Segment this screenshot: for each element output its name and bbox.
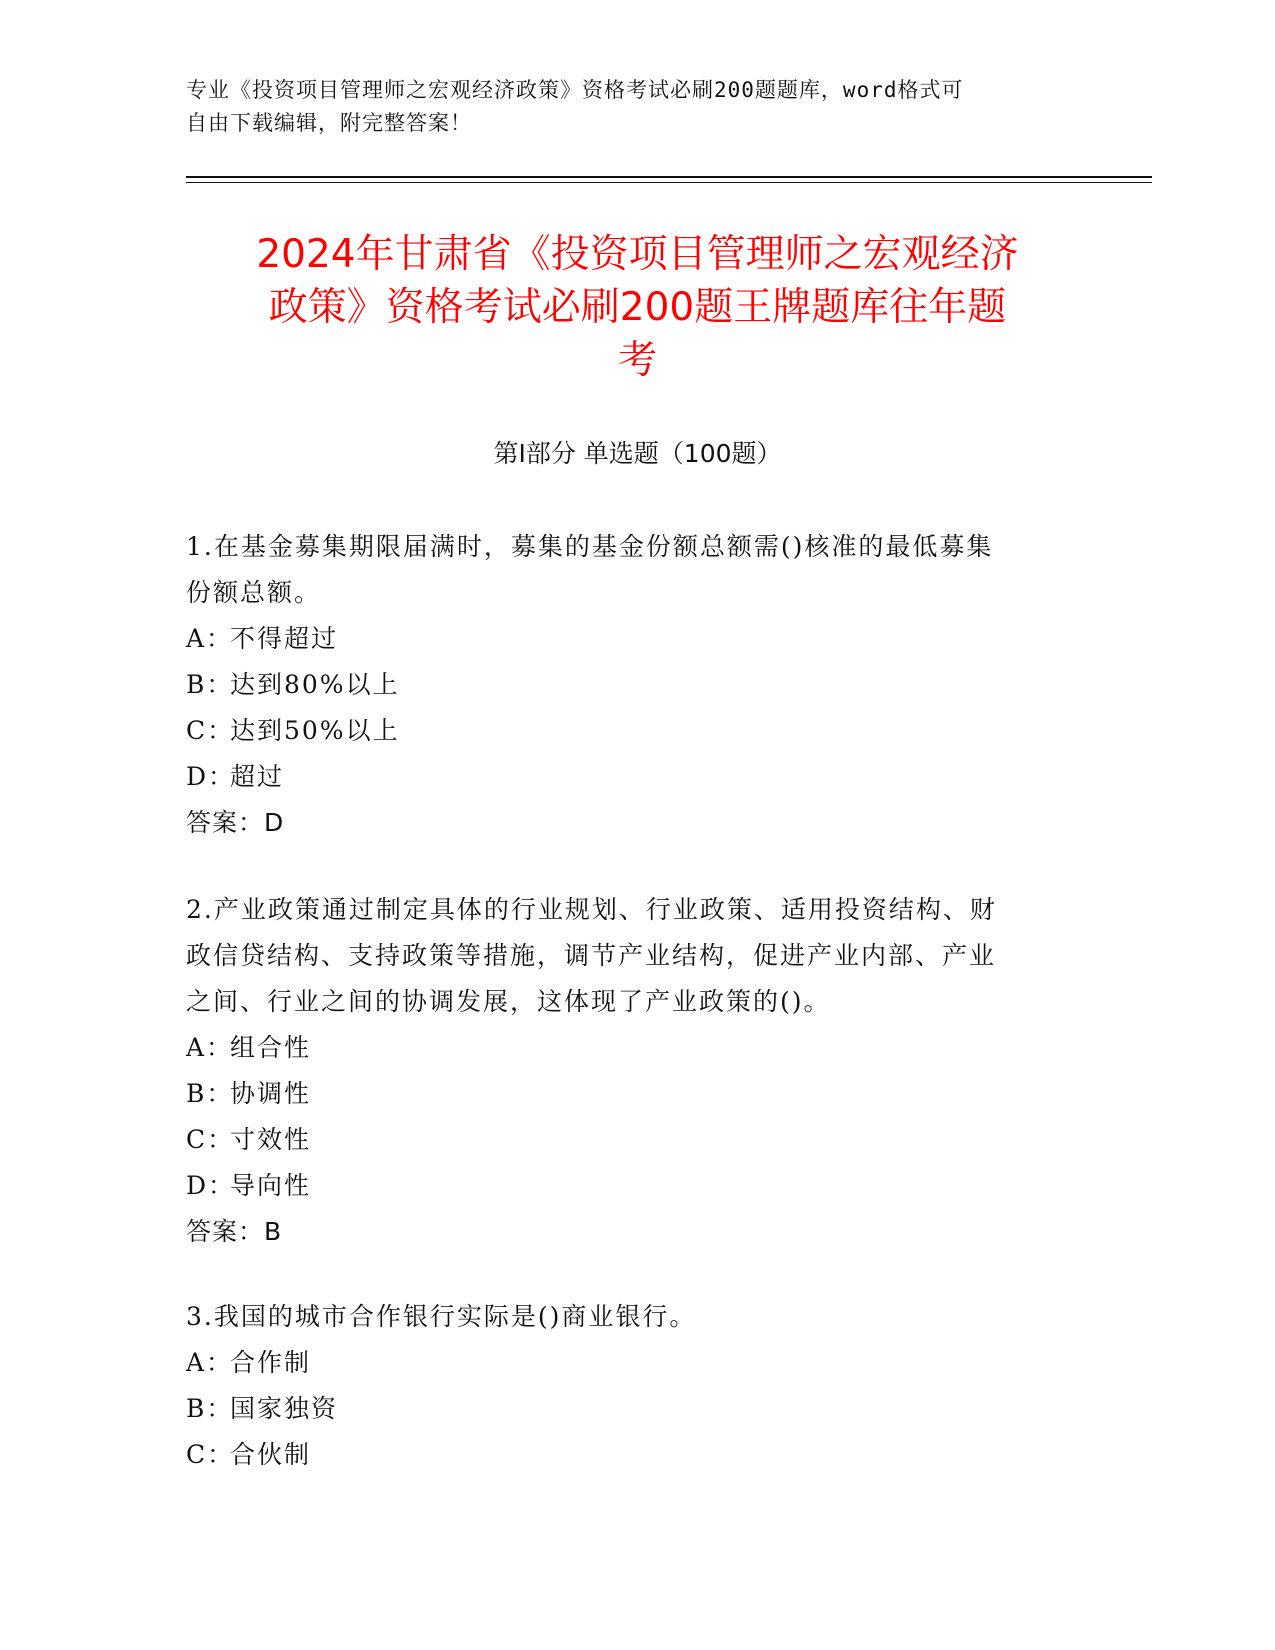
option-a: [186, 1025, 1066, 1071]
option-a: [186, 1340, 1066, 1386]
option-text: 达到80%以上: [230, 670, 400, 699]
section-heading: 第Ⅰ部分 单选题（100题）: [493, 439, 782, 468]
option-c: [186, 1432, 1066, 1478]
title-line-2: 政策》资格考试必刷200题王牌题库往年题: [268, 285, 1007, 330]
title-line-1: 2024年甘肃省《投资项目管理师之宏观经济: [256, 232, 1019, 277]
option-key: A：: [186, 1033, 234, 1062]
option-key: A：: [186, 1348, 234, 1377]
option-c: [186, 1117, 1066, 1163]
option-text: 国家独资: [230, 1394, 339, 1423]
option-key: C：: [186, 1125, 235, 1154]
question-2: [186, 887, 1066, 1255]
question-stem-line: 2.产业政策通过制定具体的行业规划、行业政策、适用投资结构、财: [186, 895, 997, 924]
document-title: [160, 228, 1115, 387]
option-b: [186, 662, 1066, 708]
question-stem-line: 之间、行业之间的协调发展，这体现了产业政策的()。: [186, 987, 831, 1016]
question-stem-line: 3.我国的城市合作银行实际是()商业银行。: [186, 1302, 697, 1331]
option-text: 寸效性: [230, 1125, 312, 1154]
option-b: [186, 1386, 1066, 1432]
option-text: 合作制: [230, 1348, 312, 1377]
option-key: D：: [186, 762, 236, 791]
header-note-line-1: 专业《投资项目管理师之宏观经济政策》资格考试必刷200题题库，word格式可: [186, 78, 964, 102]
option-a: [186, 616, 1066, 662]
option-d: [186, 1163, 1066, 1209]
option-d: [186, 754, 1066, 800]
option-text: 不得超过: [230, 624, 339, 653]
question-1: [186, 524, 1066, 846]
question-stem-line: 份额总额。: [186, 578, 322, 607]
option-key: C：: [186, 1440, 235, 1469]
header-divider-thin: [186, 182, 1152, 183]
answer-line: 答案：D: [186, 808, 285, 837]
option-c: [186, 708, 1066, 754]
option-text: 组合性: [230, 1033, 312, 1062]
option-key: C：: [186, 716, 235, 745]
option-key: B：: [186, 670, 234, 699]
answer-line: 答案：B: [186, 1217, 283, 1246]
question-stem-line: 1.在基金募集期限届满时，募集的基金份额总额需()核准的最低募集: [186, 532, 994, 561]
option-text: 导向性: [230, 1171, 312, 1200]
option-key: B：: [186, 1394, 234, 1423]
header-note-line-2: 自由下载编辑，附完整答案！: [186, 111, 472, 135]
option-text: 协调性: [230, 1079, 312, 1108]
option-text: 超过: [230, 762, 285, 791]
option-text: 达到50%以上: [230, 716, 400, 745]
option-key: D：: [186, 1171, 236, 1200]
title-line-3: 考: [617, 338, 657, 383]
option-b: [186, 1071, 1066, 1117]
option-text: 合伙制: [230, 1440, 312, 1469]
option-key: A：: [186, 624, 234, 653]
header-divider-thick: [186, 176, 1152, 178]
header-note: [186, 74, 1066, 140]
option-key: B：: [186, 1079, 234, 1108]
question-3: [186, 1294, 1066, 1478]
question-stem-line: 政信贷结构、支持政策等措施，调节产业结构，促进产业内部、产业: [186, 941, 997, 970]
